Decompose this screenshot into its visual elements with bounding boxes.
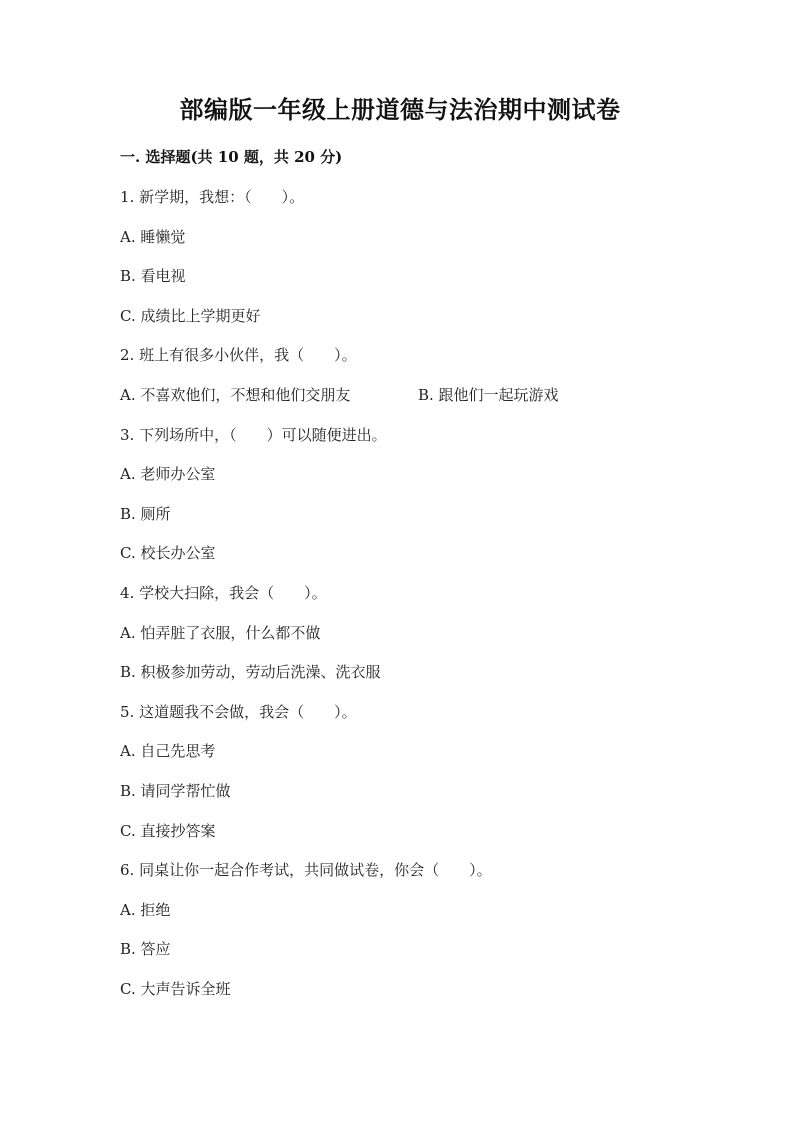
option-a: A. 拒绝: [120, 901, 171, 919]
option-b: B. 厕所: [120, 505, 171, 523]
question-stem: 6. 同桌让你一起合作考试，共同做试卷，你会（ ）。: [120, 861, 492, 879]
question-stem: 4. 学校大扫除，我会（ ）。: [120, 584, 327, 602]
question-stem: 1. 新学期，我想：（ ）。: [120, 188, 305, 206]
option-a: A. 老师办公室: [120, 465, 216, 483]
option-c: C. 成绩比上学期更好: [120, 307, 261, 325]
option-a: A. 怕弄脏了衣服，什么都不做: [120, 624, 321, 642]
option-a: A. 自己先思考: [120, 742, 216, 760]
option-a: A. 不喜欢他们，不想和他们交朋友: [120, 386, 351, 404]
option-a: A. 睡懒觉: [120, 228, 186, 246]
question-stem: 2. 班上有很多小伙伴，我（ ）。: [120, 346, 357, 364]
option-c: C. 大声告诉全班: [120, 980, 231, 998]
page-title: 部编版一年级上册道德与法治期中测试卷: [179, 95, 621, 124]
option-row: [120, 382, 720, 408]
option-c: C. 校长办公室: [120, 544, 216, 562]
option-b: B. 跟他们一起玩游戏: [418, 386, 559, 404]
option-b: B. 请同学帮忙做: [120, 782, 231, 800]
option-b: B. 看电视: [120, 267, 186, 285]
question-stem: 3. 下列场所中，（ ）可以随便进出。: [120, 426, 387, 444]
option-c: C. 直接抄答案: [120, 822, 216, 840]
section-heading: 一. 选择题(共 10 题，共 20 分): [120, 148, 343, 166]
option-b: B. 积极参加劳动，劳动后洗澡、洗衣服: [120, 663, 381, 681]
option-b: B. 答应: [120, 940, 171, 958]
question-stem: 5. 这道题我不会做，我会（ ）。: [120, 703, 357, 721]
